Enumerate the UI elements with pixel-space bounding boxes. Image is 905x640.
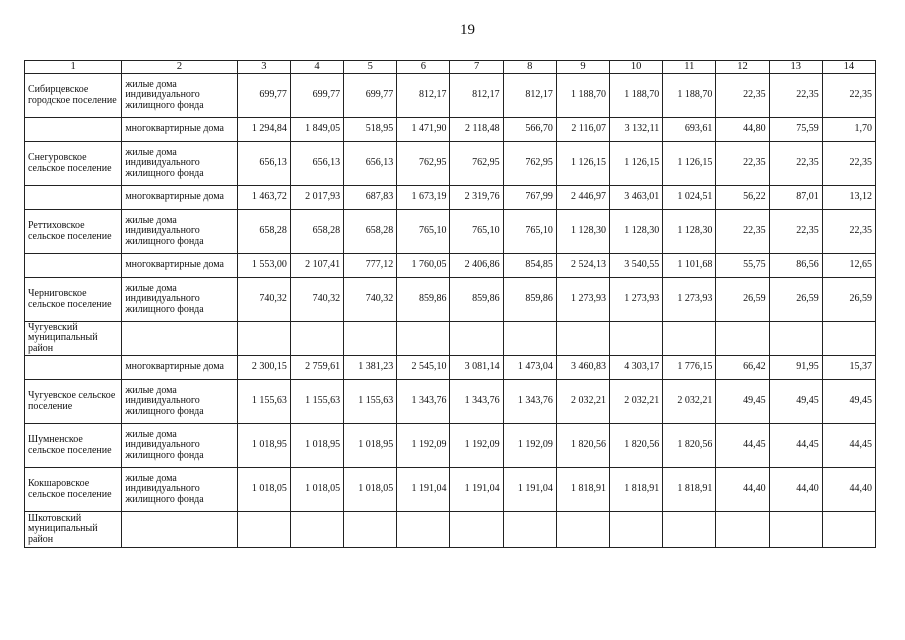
value-cell: 44,45 xyxy=(716,424,769,468)
value-cell: 1 191,04 xyxy=(397,468,450,512)
tariff-table xyxy=(24,60,876,548)
value-cell: 55,75 xyxy=(716,254,769,278)
value-cell: 1 273,93 xyxy=(663,278,716,322)
housing-type-cell: жилые дома индивидуального жилищного фонда xyxy=(122,142,237,186)
value-cell: 767,99 xyxy=(503,186,556,210)
housing-type-cell: жилые дома индивидуального жилищного фонда xyxy=(122,468,237,512)
value-cell: 1 018,95 xyxy=(237,424,290,468)
value-cell: 2 116,07 xyxy=(556,118,609,142)
value-cell: 859,86 xyxy=(397,278,450,322)
value-cell xyxy=(769,322,822,356)
value-cell xyxy=(663,512,716,548)
header-cell: 2 xyxy=(122,61,237,74)
value-cell: 22,35 xyxy=(716,74,769,118)
value-cell: 75,59 xyxy=(769,118,822,142)
value-cell: 22,35 xyxy=(822,210,875,254)
value-cell: 566,70 xyxy=(503,118,556,142)
value-cell: 1 818,91 xyxy=(556,468,609,512)
table-row xyxy=(25,118,876,142)
value-cell: 1 188,70 xyxy=(663,74,716,118)
settlement-name-cell: Шкотовский муниципальный район xyxy=(25,512,122,548)
header-cell: 12 xyxy=(716,61,769,74)
header-cell: 3 xyxy=(237,61,290,74)
value-cell: 22,35 xyxy=(716,210,769,254)
value-cell: 1 128,30 xyxy=(610,210,663,254)
value-cell xyxy=(769,512,822,548)
value-cell: 1 018,95 xyxy=(290,424,343,468)
value-cell: 1 188,70 xyxy=(610,74,663,118)
housing-type-cell: жилые дома индивидуального жилищного фонда xyxy=(122,210,237,254)
value-cell: 699,77 xyxy=(290,74,343,118)
table-row xyxy=(25,186,876,210)
value-cell: 777,12 xyxy=(344,254,397,278)
value-cell: 49,45 xyxy=(716,380,769,424)
value-cell xyxy=(290,322,343,356)
value-cell: 26,59 xyxy=(716,278,769,322)
value-cell: 2 524,13 xyxy=(556,254,609,278)
value-cell: 765,10 xyxy=(397,210,450,254)
value-cell: 22,35 xyxy=(716,142,769,186)
value-cell: 765,10 xyxy=(450,210,503,254)
value-cell: 1 820,56 xyxy=(556,424,609,468)
value-cell: 1 191,04 xyxy=(450,468,503,512)
settlement-name-cell xyxy=(25,118,122,142)
header-cell: 6 xyxy=(397,61,450,74)
value-cell: 687,83 xyxy=(344,186,397,210)
value-cell: 1 126,15 xyxy=(610,142,663,186)
settlement-name-cell: Чугуевский муниципальный район xyxy=(25,322,122,356)
header-cell: 5 xyxy=(344,61,397,74)
value-cell: 1 018,05 xyxy=(237,468,290,512)
value-cell: 1 191,04 xyxy=(503,468,556,512)
value-cell: 1 343,76 xyxy=(450,380,503,424)
table-row xyxy=(25,74,876,118)
value-cell: 22,35 xyxy=(769,210,822,254)
settlement-name-cell: Кокшаровское сельское поселение xyxy=(25,468,122,512)
value-cell: 44,80 xyxy=(716,118,769,142)
housing-type-cell: многоквартирные дома xyxy=(122,186,237,210)
value-cell: 656,13 xyxy=(290,142,343,186)
table-row xyxy=(25,356,876,380)
value-cell: 693,61 xyxy=(663,118,716,142)
value-cell: 1 018,95 xyxy=(344,424,397,468)
value-cell xyxy=(716,322,769,356)
value-cell: 22,35 xyxy=(822,142,875,186)
value-cell: 3 463,01 xyxy=(610,186,663,210)
housing-type-cell xyxy=(122,322,237,356)
value-cell xyxy=(556,322,609,356)
value-cell: 1 553,00 xyxy=(237,254,290,278)
value-cell: 1 463,72 xyxy=(237,186,290,210)
value-cell: 658,28 xyxy=(344,210,397,254)
value-cell: 1 820,56 xyxy=(663,424,716,468)
housing-type-cell: жилые дома индивидуального жилищного фонда xyxy=(122,74,237,118)
value-cell: 26,59 xyxy=(822,278,875,322)
value-cell: 49,45 xyxy=(769,380,822,424)
settlement-name-cell: Реттиховское сельское поселение xyxy=(25,210,122,254)
value-cell: 66,42 xyxy=(716,356,769,380)
value-cell: 2 300,15 xyxy=(237,356,290,380)
settlement-name-cell xyxy=(25,186,122,210)
housing-type-cell: многоквартирные дома xyxy=(122,254,237,278)
value-cell: 1 776,15 xyxy=(663,356,716,380)
value-cell xyxy=(397,512,450,548)
value-cell: 56,22 xyxy=(716,186,769,210)
value-cell: 1 192,09 xyxy=(450,424,503,468)
value-cell: 3 132,11 xyxy=(610,118,663,142)
value-cell: 1 128,30 xyxy=(663,210,716,254)
value-cell: 49,45 xyxy=(822,380,875,424)
value-cell xyxy=(822,322,875,356)
value-cell: 1 381,23 xyxy=(344,356,397,380)
value-cell: 1 818,91 xyxy=(663,468,716,512)
value-cell xyxy=(716,512,769,548)
table-row xyxy=(25,424,876,468)
value-cell: 1 018,05 xyxy=(290,468,343,512)
value-cell: 2 017,93 xyxy=(290,186,343,210)
header-cell: 1 xyxy=(25,61,122,74)
value-cell: 2 406,86 xyxy=(450,254,503,278)
value-cell: 656,13 xyxy=(237,142,290,186)
value-cell: 4 303,17 xyxy=(610,356,663,380)
value-cell: 854,85 xyxy=(503,254,556,278)
value-cell: 765,10 xyxy=(503,210,556,254)
value-cell: 2 032,21 xyxy=(610,380,663,424)
value-cell xyxy=(450,512,503,548)
value-cell: 1 760,05 xyxy=(397,254,450,278)
settlement-name-cell xyxy=(25,356,122,380)
settlement-name-cell: Чугуевское сельское поселение xyxy=(25,380,122,424)
value-cell xyxy=(503,512,556,548)
value-cell: 1 849,05 xyxy=(290,118,343,142)
header-cell: 13 xyxy=(769,61,822,74)
housing-type-cell: многоквартирные дома xyxy=(122,356,237,380)
value-cell xyxy=(290,512,343,548)
value-cell: 1 126,15 xyxy=(663,142,716,186)
value-cell: 1 188,70 xyxy=(556,74,609,118)
value-cell: 2 759,61 xyxy=(290,356,343,380)
header-row xyxy=(25,61,876,74)
table-row xyxy=(25,210,876,254)
value-cell: 1 820,56 xyxy=(610,424,663,468)
value-cell: 44,40 xyxy=(716,468,769,512)
value-cell: 13,12 xyxy=(822,186,875,210)
value-cell: 3 460,83 xyxy=(556,356,609,380)
value-cell: 699,77 xyxy=(344,74,397,118)
table-row xyxy=(25,512,876,548)
value-cell: 812,17 xyxy=(503,74,556,118)
housing-type-cell: жилые дома индивидуального жилищного фонда xyxy=(122,380,237,424)
value-cell: 1 192,09 xyxy=(397,424,450,468)
value-cell: 1 126,15 xyxy=(556,142,609,186)
table-row xyxy=(25,322,876,356)
value-cell: 1 343,76 xyxy=(397,380,450,424)
value-cell: 44,40 xyxy=(769,468,822,512)
value-cell: 762,95 xyxy=(450,142,503,186)
value-cell xyxy=(663,322,716,356)
value-cell: 812,17 xyxy=(397,74,450,118)
housing-type-cell: жилые дома индивидуального жилищного фонда xyxy=(122,278,237,322)
settlement-name-cell xyxy=(25,254,122,278)
value-cell: 1 473,04 xyxy=(503,356,556,380)
value-cell: 1 192,09 xyxy=(503,424,556,468)
value-cell: 656,13 xyxy=(344,142,397,186)
header-cell: 14 xyxy=(822,61,875,74)
value-cell xyxy=(822,512,875,548)
table-row xyxy=(25,254,876,278)
value-cell: 1 471,90 xyxy=(397,118,450,142)
value-cell: 740,32 xyxy=(290,278,343,322)
value-cell: 812,17 xyxy=(450,74,503,118)
header-cell: 8 xyxy=(503,61,556,74)
value-cell: 740,32 xyxy=(344,278,397,322)
header-cell: 11 xyxy=(663,61,716,74)
settlement-name-cell: Шумненское сельское поселение xyxy=(25,424,122,468)
header-cell: 4 xyxy=(290,61,343,74)
value-cell: 12,65 xyxy=(822,254,875,278)
value-cell: 2 032,21 xyxy=(556,380,609,424)
value-cell: 2 107,41 xyxy=(290,254,343,278)
value-cell: 87,01 xyxy=(769,186,822,210)
value-cell: 2 032,21 xyxy=(663,380,716,424)
value-cell xyxy=(237,512,290,548)
value-cell: 3 540,55 xyxy=(610,254,663,278)
housing-type-cell xyxy=(122,512,237,548)
value-cell xyxy=(344,512,397,548)
value-cell: 22,35 xyxy=(769,142,822,186)
value-cell xyxy=(237,322,290,356)
value-cell: 22,35 xyxy=(769,74,822,118)
value-cell: 1 343,76 xyxy=(503,380,556,424)
value-cell: 658,28 xyxy=(290,210,343,254)
value-cell: 2 545,10 xyxy=(397,356,450,380)
header-cell: 9 xyxy=(556,61,609,74)
value-cell: 762,95 xyxy=(397,142,450,186)
value-cell: 1 155,63 xyxy=(290,380,343,424)
value-cell: 859,86 xyxy=(503,278,556,322)
value-cell: 699,77 xyxy=(237,74,290,118)
value-cell: 1 155,63 xyxy=(237,380,290,424)
value-cell: 518,95 xyxy=(344,118,397,142)
value-cell: 2 446,97 xyxy=(556,186,609,210)
value-cell: 859,86 xyxy=(450,278,503,322)
value-cell xyxy=(503,322,556,356)
header-cell: 7 xyxy=(450,61,503,74)
value-cell: 1 273,93 xyxy=(610,278,663,322)
value-cell: 3 081,14 xyxy=(450,356,503,380)
settlement-name-cell: Снегуровское сельское поселение xyxy=(25,142,122,186)
settlement-name-cell: Сибирцевское городское поселение xyxy=(25,74,122,118)
value-cell: 44,45 xyxy=(822,424,875,468)
value-cell: 44,40 xyxy=(822,468,875,512)
value-cell: 22,35 xyxy=(822,74,875,118)
housing-type-cell: жилые дома индивидуального жилищного фонда xyxy=(122,424,237,468)
table-row xyxy=(25,278,876,322)
value-cell: 1 294,84 xyxy=(237,118,290,142)
value-cell xyxy=(556,512,609,548)
value-cell: 1 155,63 xyxy=(344,380,397,424)
value-cell: 1 018,05 xyxy=(344,468,397,512)
value-cell: 26,59 xyxy=(769,278,822,322)
value-cell xyxy=(610,512,663,548)
value-cell: 740,32 xyxy=(237,278,290,322)
value-cell: 44,45 xyxy=(769,424,822,468)
table-row xyxy=(25,468,876,512)
value-cell: 1 128,30 xyxy=(556,210,609,254)
value-cell: 1 673,19 xyxy=(397,186,450,210)
value-cell: 2 118,48 xyxy=(450,118,503,142)
housing-type-cell: многоквартирные дома xyxy=(122,118,237,142)
header-cell: 10 xyxy=(610,61,663,74)
value-cell: 15,37 xyxy=(822,356,875,380)
value-cell: 762,95 xyxy=(503,142,556,186)
value-cell: 1 273,93 xyxy=(556,278,609,322)
value-cell: 1,70 xyxy=(822,118,875,142)
value-cell: 1 101,68 xyxy=(663,254,716,278)
value-cell xyxy=(450,322,503,356)
table-row xyxy=(25,380,876,424)
value-cell xyxy=(344,322,397,356)
value-cell xyxy=(610,322,663,356)
table-row xyxy=(25,142,876,186)
value-cell xyxy=(397,322,450,356)
value-cell: 91,95 xyxy=(769,356,822,380)
value-cell: 1 818,91 xyxy=(610,468,663,512)
settlement-name-cell: Черниговское сельское поселение xyxy=(25,278,122,322)
value-cell: 86,56 xyxy=(769,254,822,278)
page-number: 19 xyxy=(460,22,475,38)
value-cell: 658,28 xyxy=(237,210,290,254)
value-cell: 2 319,76 xyxy=(450,186,503,210)
value-cell: 1 024,51 xyxy=(663,186,716,210)
